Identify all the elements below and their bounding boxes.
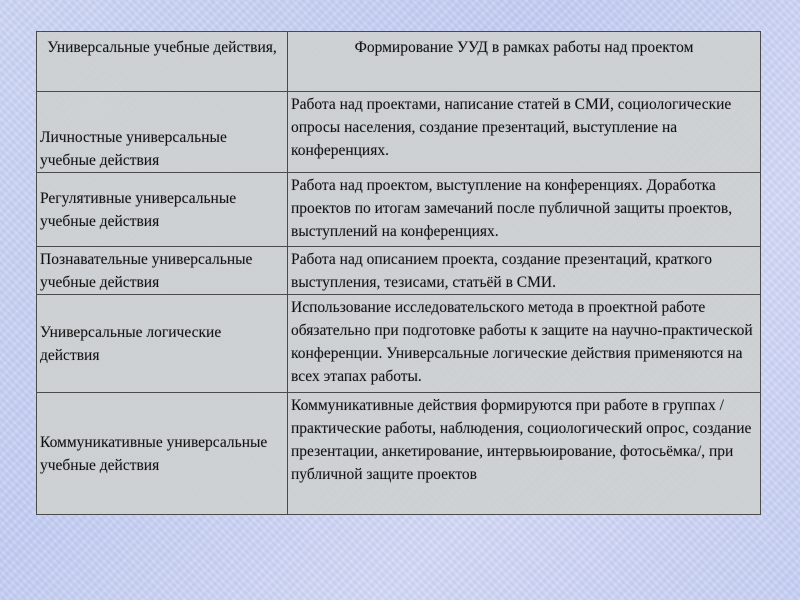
header-cell-formation: Формирование УУД в рамках работы над проектом	[288, 32, 761, 92]
description-cell: Работа над проектами, написание статей в СМИ, социологические опросы населения, создание презентаций, выступление на конференциях.	[288, 92, 761, 173]
table-row	[37, 173, 761, 247]
table-row	[37, 247, 761, 295]
description-cell: Использование исследовательского метода в проектной работе обязательно при подготовке работы к защите на научно-практической конференции. Универсальные логические действия применяются на всех этапах работы.	[288, 295, 761, 393]
description-cell: Работа над проектом, выступление на конференциях. Доработка проектов по итогам замечаний после публичной защиты проектов, выступлений на конференциях.	[288, 173, 761, 247]
category-cell: Регулятивные универсальные учебные действия	[37, 173, 288, 247]
category-cell: Коммуникативные универсальные учебные действия	[37, 393, 288, 515]
category-cell: Личностные универсальные учебные действия	[37, 92, 288, 173]
table-header-row	[37, 32, 761, 92]
uud-table	[36, 31, 761, 515]
category-cell: Познавательные универсальные учебные действия	[37, 247, 288, 295]
table-row	[37, 92, 761, 173]
table-row	[37, 295, 761, 393]
header-cell-actions: Универсальные учебные действия,	[37, 32, 288, 92]
category-cell: Универсальные логические действия	[37, 295, 288, 393]
description-cell: Коммуникативные действия формируются при работе в группах /практические работы, наблюдения, социологический опрос, создание презентации, анкетирование, интервьюирование, фотосьёмка/, при публичной защите проектов	[288, 393, 761, 515]
description-cell: Работа над описанием проекта, создание презентаций, краткого выступления, тезисами, статьёй в СМИ.	[288, 247, 761, 295]
table-row	[37, 393, 761, 515]
